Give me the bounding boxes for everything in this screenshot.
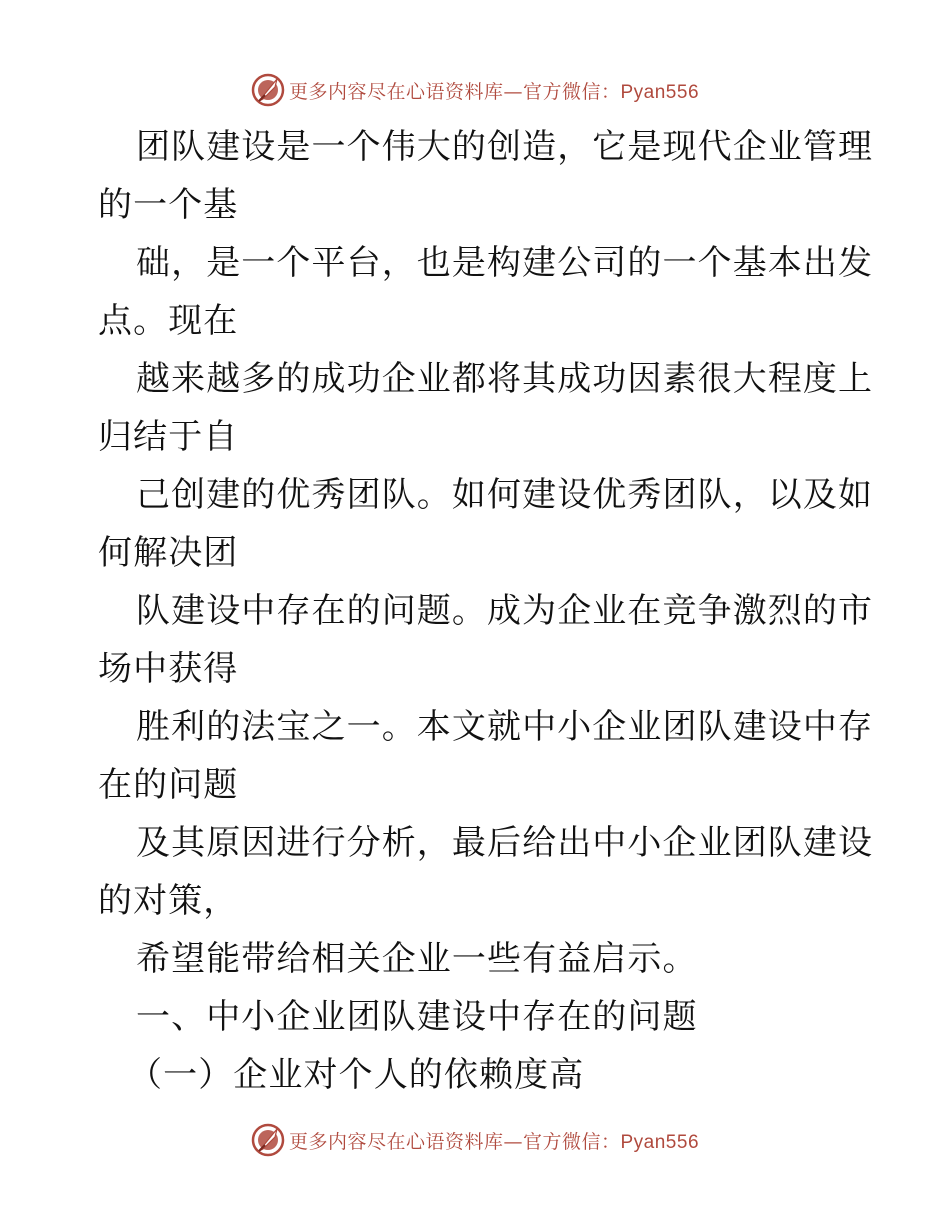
paragraph-line: 希望能带给相关企业一些有益启示。	[136, 939, 698, 979]
footer-watermark	[0, 1120, 950, 1160]
paragraph-line: 点。现在	[98, 301, 239, 341]
watermark-text: 更多内容尽在心语资料库—官方微信：Pyan556	[288, 80, 700, 103]
header-watermark	[0, 70, 950, 110]
paragraph-line: 何解决团	[98, 533, 239, 573]
paragraph-line: 越来越多的成功企业都将其成功因素很大程度上	[136, 359, 874, 399]
watermark-text: 更多内容尽在心语资料库—官方微信：Pyan556	[288, 1130, 700, 1153]
quill-logo-icon	[251, 73, 285, 107]
paragraph-line: 场中获得	[98, 649, 239, 689]
paragraph-line: 础，是一个平台，也是构建公司的一个基本出发	[136, 243, 874, 283]
paragraph-line: 及其原因进行分析，最后给出中小企业团队建设	[136, 823, 874, 863]
paragraph-line: 一、中小企业团队建设中存在的问题	[136, 997, 698, 1037]
paragraph-line: 在的问题	[98, 765, 239, 805]
paragraph-line: （一）企业对个人的依赖度高	[128, 1055, 585, 1095]
paragraph-line: 的对策，	[98, 881, 239, 921]
paragraph-line: 队建设中存在的问题。成为企业在竞争激烈的市	[136, 591, 874, 631]
paragraph-line: 己创建的优秀团队。如何建设优秀团队，以及如	[136, 475, 874, 515]
paragraph-line: 的一个基	[98, 185, 239, 225]
paragraph-line: 归结于自	[98, 417, 239, 457]
paragraph-line: 团队建设是一个伟大的创造，它是现代企业管理	[136, 127, 874, 167]
document-body	[98, 118, 874, 1104]
quill-logo-icon	[251, 1123, 285, 1157]
paragraph-line: 胜利的法宝之一。本文就中小企业团队建设中存	[136, 707, 874, 747]
